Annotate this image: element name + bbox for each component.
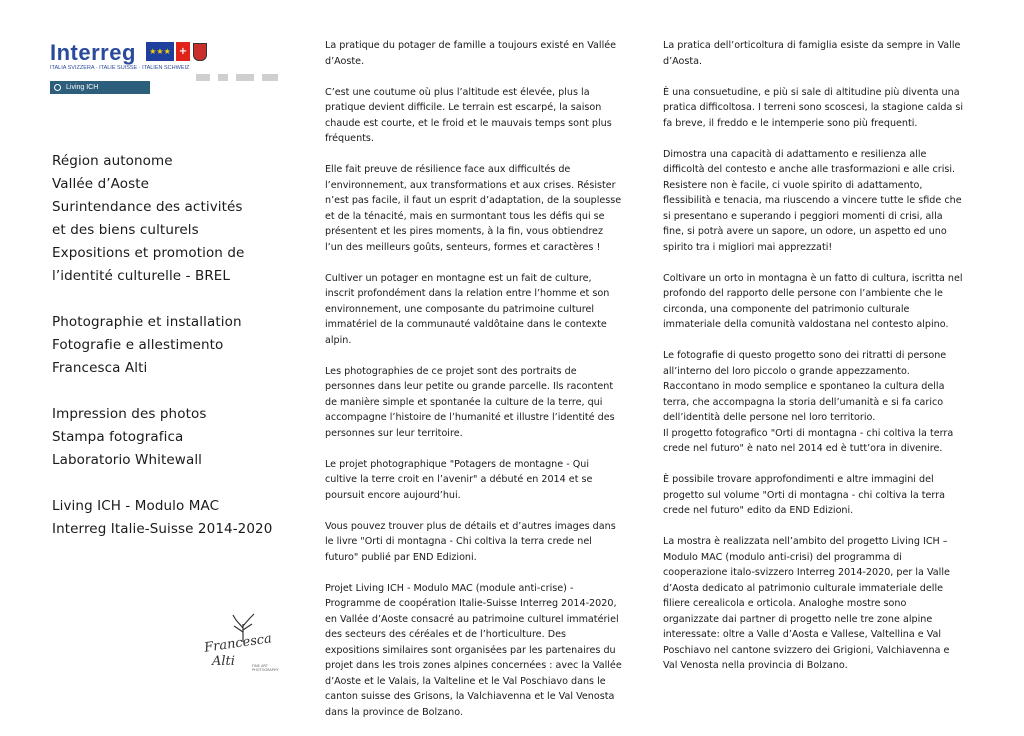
partner-logo-icon <box>218 74 228 81</box>
interreg-logo: Interreg <box>50 40 136 65</box>
french-text-column <box>325 38 623 736</box>
shield-icon <box>193 43 207 61</box>
credits-line: l’identité culturelle - BREL <box>52 268 231 284</box>
italian-text-column <box>663 38 964 689</box>
living-ich-label: Living ICH <box>50 81 150 94</box>
paragraph: Le projet photographique "Potagers de montagne - Qui cultive la terre croit en l’avenir" a débuté en 2014 et se poursuit encore aujourd’hui. <box>325 458 593 501</box>
signature-name: Francesca <box>203 631 273 656</box>
paragraph: Projet Living ICH - Modulo MAC (module anti-crise) - Programme de coopération Italie-Suisse Interreg 2014-2020, en Vallée d’Aoste consacré au patrimoine culturel immatériel des secteurs des céréales et de l’horticulture. Des expositions similaires sont organisées par les partenaires du projet dans les trois zones alpines concernées : avec la Vallée d’Aoste et le Valais, la Valteline et le Val Poschiavo dans le canton suisse des Grisons, la Valchiavenna et le Val Venosta dans la province de Bolzano. <box>325 582 622 718</box>
paragraph: Les photographies de ce projet sont des portraits de personnes dans leur petite ou grande parcelle. Ils racontent de manière simple et spontanée la culture de la terre, qui accompagne l’histoire de l’humanité et illustre l’identité des personnes sur leur territoire. <box>325 365 615 439</box>
credits-line: Expositions et promotion de <box>52 245 245 261</box>
credits-line: Interreg Italie-Suisse 2014-2020 <box>52 521 273 537</box>
paragraph: Cultiver un potager en montagne est un fait de culture, inscrit profondément dans la relation entre l’homme et son environnement, une composante du patrimoine culturel immatériel de la communauté valdôtaine dans le contexte alpin. <box>325 272 610 346</box>
paragraph: C’est une coutume où plus l’altitude est élevée, plus la pratique devient difficile. Le terrain est escarpé, la saison chaude est courte, et le froid et le mauvais temps sont plus fréquents. <box>325 86 612 144</box>
paragraph: La pratique du potager de famille a toujours existé en Vallée d’Aoste. <box>325 40 617 67</box>
credits-block <box>52 150 302 541</box>
paragraph: È possibile trovare approfondimenti e altre immagini del progetto sul volume "Orti di montagna - chi coltiva la terra crede nel futuro" edito da END Edizioni. <box>663 474 946 516</box>
credits-line: Photographie et installation <box>52 314 242 330</box>
signature-tag: FINE ART PHOTOGRAPHY <box>252 664 279 672</box>
credits-line: Laboratorio Whitewall <box>52 452 203 468</box>
paragraph: Coltivare un orto in montagna è un fatto di cultura, iscritta nel profondo del rapporto delle persone con l’ambiente che le circonda, una componente del patrimonio culturale immateriale della comunità valdostana nel contesto alpino. <box>663 272 963 330</box>
paragraph: È una consuetudine, e più si sale di altitudine più diventa una pratica difficoltosa. I terreni sono scoscesi, la stagione calda si fa breve, il freddo e le intemperie sono più frequenti. <box>663 86 964 129</box>
credits-spacer <box>52 380 302 403</box>
partner-logos <box>196 66 281 85</box>
credits-line: et des biens culturels <box>52 222 199 238</box>
credits-line: Région autonome <box>52 153 173 169</box>
signature-logo <box>198 612 298 682</box>
swiss-flag-icon: + <box>176 42 190 61</box>
interreg-logo-bar <box>50 40 290 98</box>
credits-line: Impression des photos <box>52 406 207 422</box>
credits-line: Vallée d’Aoste <box>52 176 150 192</box>
partner-logo-icon <box>196 74 210 81</box>
credits-spacer <box>52 472 302 495</box>
credits-spacer <box>52 288 302 311</box>
paragraph: Le fotografie di questo progetto sono dei ritratti di persone all’interno del loro piccolo o grande appezzamento. Raccontano in modo semplice e spontaneo la cultura della terra, che accompagna la storia dell’umanità e si fa carico dell’identità delle persone nel loro territorio. Il progetto fotografico "Orti di montagna - chi coltiva la terra crede nel futuro" è nato nel 2014 ed è tutt’ora in divenire. <box>663 350 954 454</box>
signature-surname: Alti <box>212 654 235 669</box>
paragraph: La pratica dell’orticoltura di famiglia esiste da sempre in Valle d’Aosta. <box>663 40 961 67</box>
partner-logo-icon <box>262 74 278 81</box>
paragraph: Dimostra una capacità di adattamento e resilienza alle difficoltà del contesto e anche alle trasformazioni e alle crisi. Resistere non è facile, ci vuole spirito di adattamento, flessibilità e tenacia, ma riuscendo a vincere tutte le sfide che si presentano e superando i peggiori momenti di crisi, alla fine, si potrà avere un sapore, un odore, un aspetto ed uno spirito tra i migliori mai apprezzati! <box>663 148 962 253</box>
partner-logo-icon <box>236 74 254 81</box>
credits-line: Living ICH - Modulo MAC <box>52 498 220 514</box>
credits-line: Stampa fotografica <box>52 429 184 445</box>
credits-line: Fotografie e allestimento <box>52 337 224 353</box>
paragraph: Elle fait preuve de résilience face aux difficultés de l’environnement, aux transformations et aux crises. Résister n’est pas facile, il faut un esprit d’adaptation, de la souplesse et de la ténacité, mais en surmontant tous les défis qui se présentent et les pires moments, à la fin, vous obtiendrez l’un des meilleurs goûts, senteurs, formes et caractères ! <box>325 164 622 253</box>
eu-flag-icon: ★★★ <box>146 42 174 61</box>
countries-label: ITALIA SVIZZERA · ITALIE SUISSE · ITALIEN SCHWEIZ <box>50 65 190 71</box>
credits-line: Francesca Alti <box>52 360 148 376</box>
paragraph: La mostra è realizzata nell’ambito del progetto Living ICH – Modulo MAC (modulo anti-crisi) del programma di cooperazione italo-svizzero Interreg 2014-2020, per la Valle d’Aosta dedicato al patrimonio culturale immateriale delle filiere cerealicola e orticola. Analoghe mostre sono organizzate dai partner di progetto nelle tre zone alpine interessate: oltre a Valle d’Aosta e Vallese, Valtellina e Val Poschiavo nel cantone svizzero dei Grigioni, Valchiavenna e Val Venosta nella provincia di Bolzano. <box>663 536 950 671</box>
paragraph: Vous pouvez trouver plus de détails et d’autres images dans le livre "Orti di montagna - Chi coltiva la terra crede nel futuro" publié par END Edizioni. <box>325 520 616 563</box>
credits-line: Surintendance des activités <box>52 199 243 215</box>
